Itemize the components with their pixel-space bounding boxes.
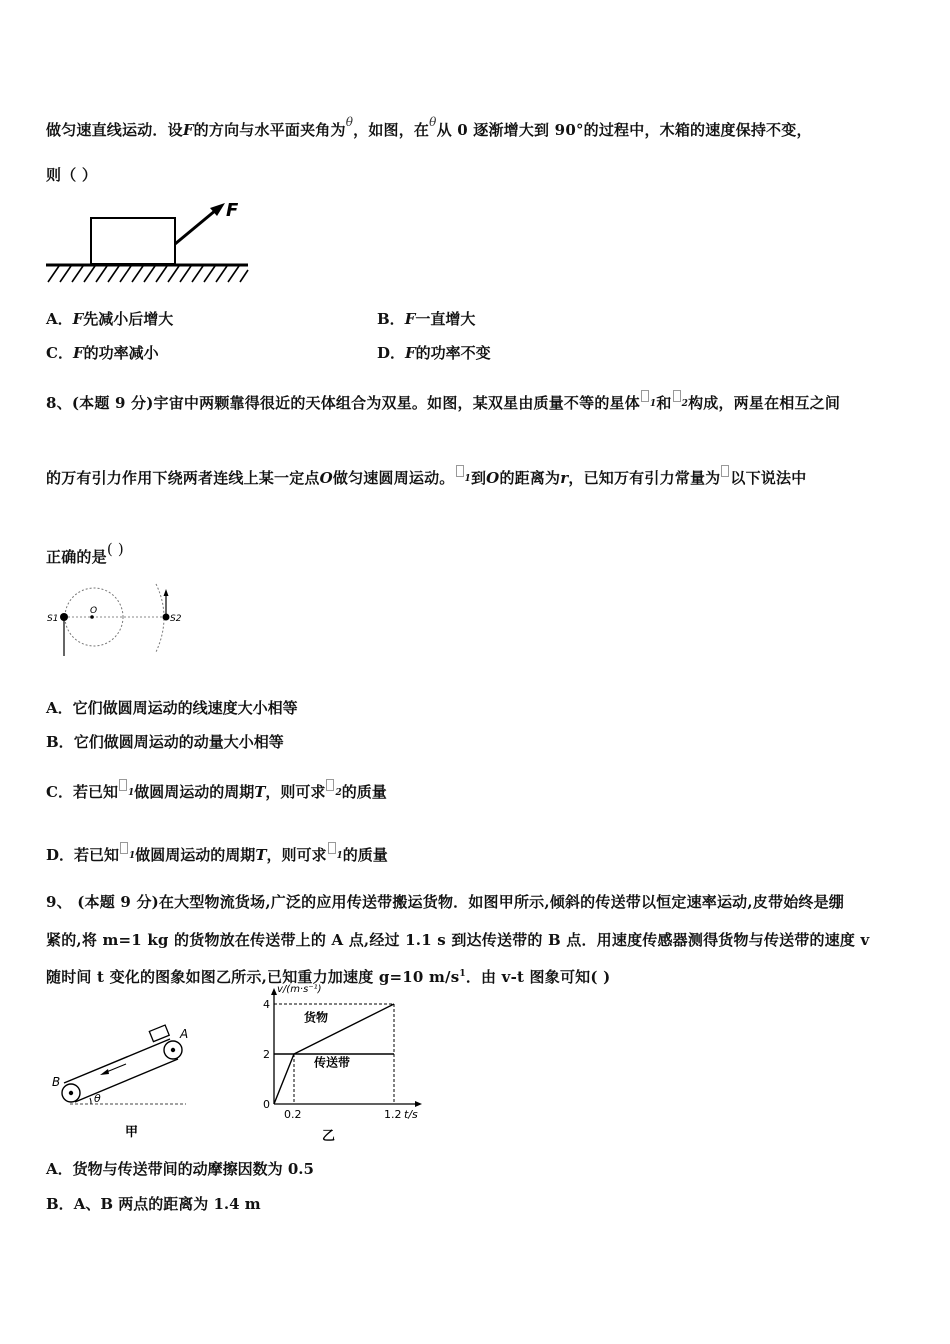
wooden-box [91, 218, 175, 264]
missing-symbol-icon [326, 779, 334, 791]
q7-line-2: 则（ ） [46, 166, 98, 184]
q7-option-c[interactable]: C．F的功率减小 [46, 344, 159, 362]
y-axis-label: v/(m·s⁻¹) [277, 984, 322, 995]
theta-symbol: θ [345, 115, 354, 129]
cargo-box [149, 1025, 169, 1042]
q9-line-3: 随时间 t 变化的图象如图乙所示,已知重力加速度 g=10 $m/s^1$．由 v-t 图象可知( ) [46, 968, 611, 986]
q8-line-3: 正确的是( ) [46, 540, 124, 566]
x-axis-arrow [415, 1101, 422, 1107]
missing-symbol-icon [673, 390, 681, 402]
missing-symbol-icon [120, 842, 128, 854]
origin-label: 0 [263, 1098, 270, 1111]
q8-line-1: 8、(本题 9 分)宇宙中两颗靠得很近的天体组合为双星。如图，某双星由质量不等的星体 $^1$和 $^2$构成，两星在相互之间 [46, 390, 840, 413]
caption-jia: 甲 [125, 1125, 139, 1140]
q7-box-figure [44, 196, 254, 288]
belt-bottom [75, 1059, 178, 1102]
label-b: B [52, 1075, 61, 1089]
force-label: F [226, 200, 239, 221]
missing-symbol-icon [328, 842, 336, 854]
label-o: O [90, 606, 98, 616]
belt-top [64, 1039, 170, 1083]
x-tick-label: 0.2 [284, 1108, 302, 1121]
q8-option-b[interactable]: B．它们做圆周运动的动量大小相等 [46, 733, 284, 751]
motion-arrowhead [100, 1069, 109, 1075]
y-tick-label: 2 [263, 1048, 270, 1061]
velocity-s2-arrowhead [164, 589, 169, 596]
x-tick-label: 1.2 [384, 1108, 402, 1121]
q9-line-1: 9、 (本题 9 分)在大型物流货场,广泛的应用传送带搬运货物．如图甲所示,倾斜的传送带以恒定速率运动,皮带始终是绷 [46, 893, 845, 911]
q9-conveyor-figure-jia [46, 1018, 196, 1142]
missing-symbol-icon [456, 465, 464, 477]
q9-option-b[interactable]: B．A、B 两点的距离为 1.4 m [46, 1195, 261, 1213]
q7-option-a[interactable]: A．F先减小后增大 [46, 310, 174, 328]
label-s2: S2 [170, 614, 182, 624]
missing-symbol-icon [721, 465, 729, 477]
q7-option-d[interactable]: D．F的功率不变 [377, 344, 491, 362]
ground-hatch [48, 266, 248, 282]
q8-binary-star-figure [44, 584, 194, 664]
q8-option-a[interactable]: A．它们做圆周运动的线速度大小相等 [46, 699, 298, 717]
q7-line-1: 做匀速直线运动．设F的方向与水平面夹角为$^\theta$，如图，在$^\theta$从 0 逐渐增大到 90°的过程中，木箱的速度保持不变， [46, 115, 812, 139]
label-s1: S1 [47, 614, 59, 624]
theta-arc [90, 1098, 91, 1104]
missing-symbol-icon [641, 390, 649, 402]
q8-line-2: 的万有引力作用下绕两者连线上某一定点O做匀速圆周运动。 $^1$到O的距离为r，已知万有引力常量为 以下说法中 [46, 465, 806, 488]
series-label-cargo: 货物 [304, 1010, 329, 1025]
x-axis-label: t/s [404, 1108, 418, 1121]
chart-caption: 乙 [322, 1129, 336, 1144]
q9-line-2: 紧的,将 m=1 kg 的货物放在传送带上的 A 点,经过 1.1 s 到达传送带的 B 点．用速度传感器测得货物与传送带的速度 v [46, 931, 870, 949]
force-arrow [175, 210, 216, 244]
label-a: A [180, 1027, 189, 1041]
missing-symbol-icon [119, 779, 127, 791]
y-tick-label: 4 [263, 998, 270, 1011]
q8-option-d[interactable]: D．若已知 $^1$做圆周运动的周期T，则可求 $^1$的质量 [46, 842, 388, 865]
series-label-belt: 传送带 [314, 1055, 351, 1070]
q9-option-a[interactable]: A．货物与传送带间的动摩擦因数为 0.5 [46, 1160, 314, 1178]
q7-option-b[interactable]: B．F一直增大 [377, 310, 476, 328]
label-theta: θ [94, 1092, 101, 1105]
q8-option-c[interactable]: C．若已知 $^1$做圆周运动的周期T，则可求 $^2$的质量 [46, 779, 387, 802]
q9-vt-chart [246, 984, 418, 1144]
theta-symbol: θ [429, 115, 437, 129]
